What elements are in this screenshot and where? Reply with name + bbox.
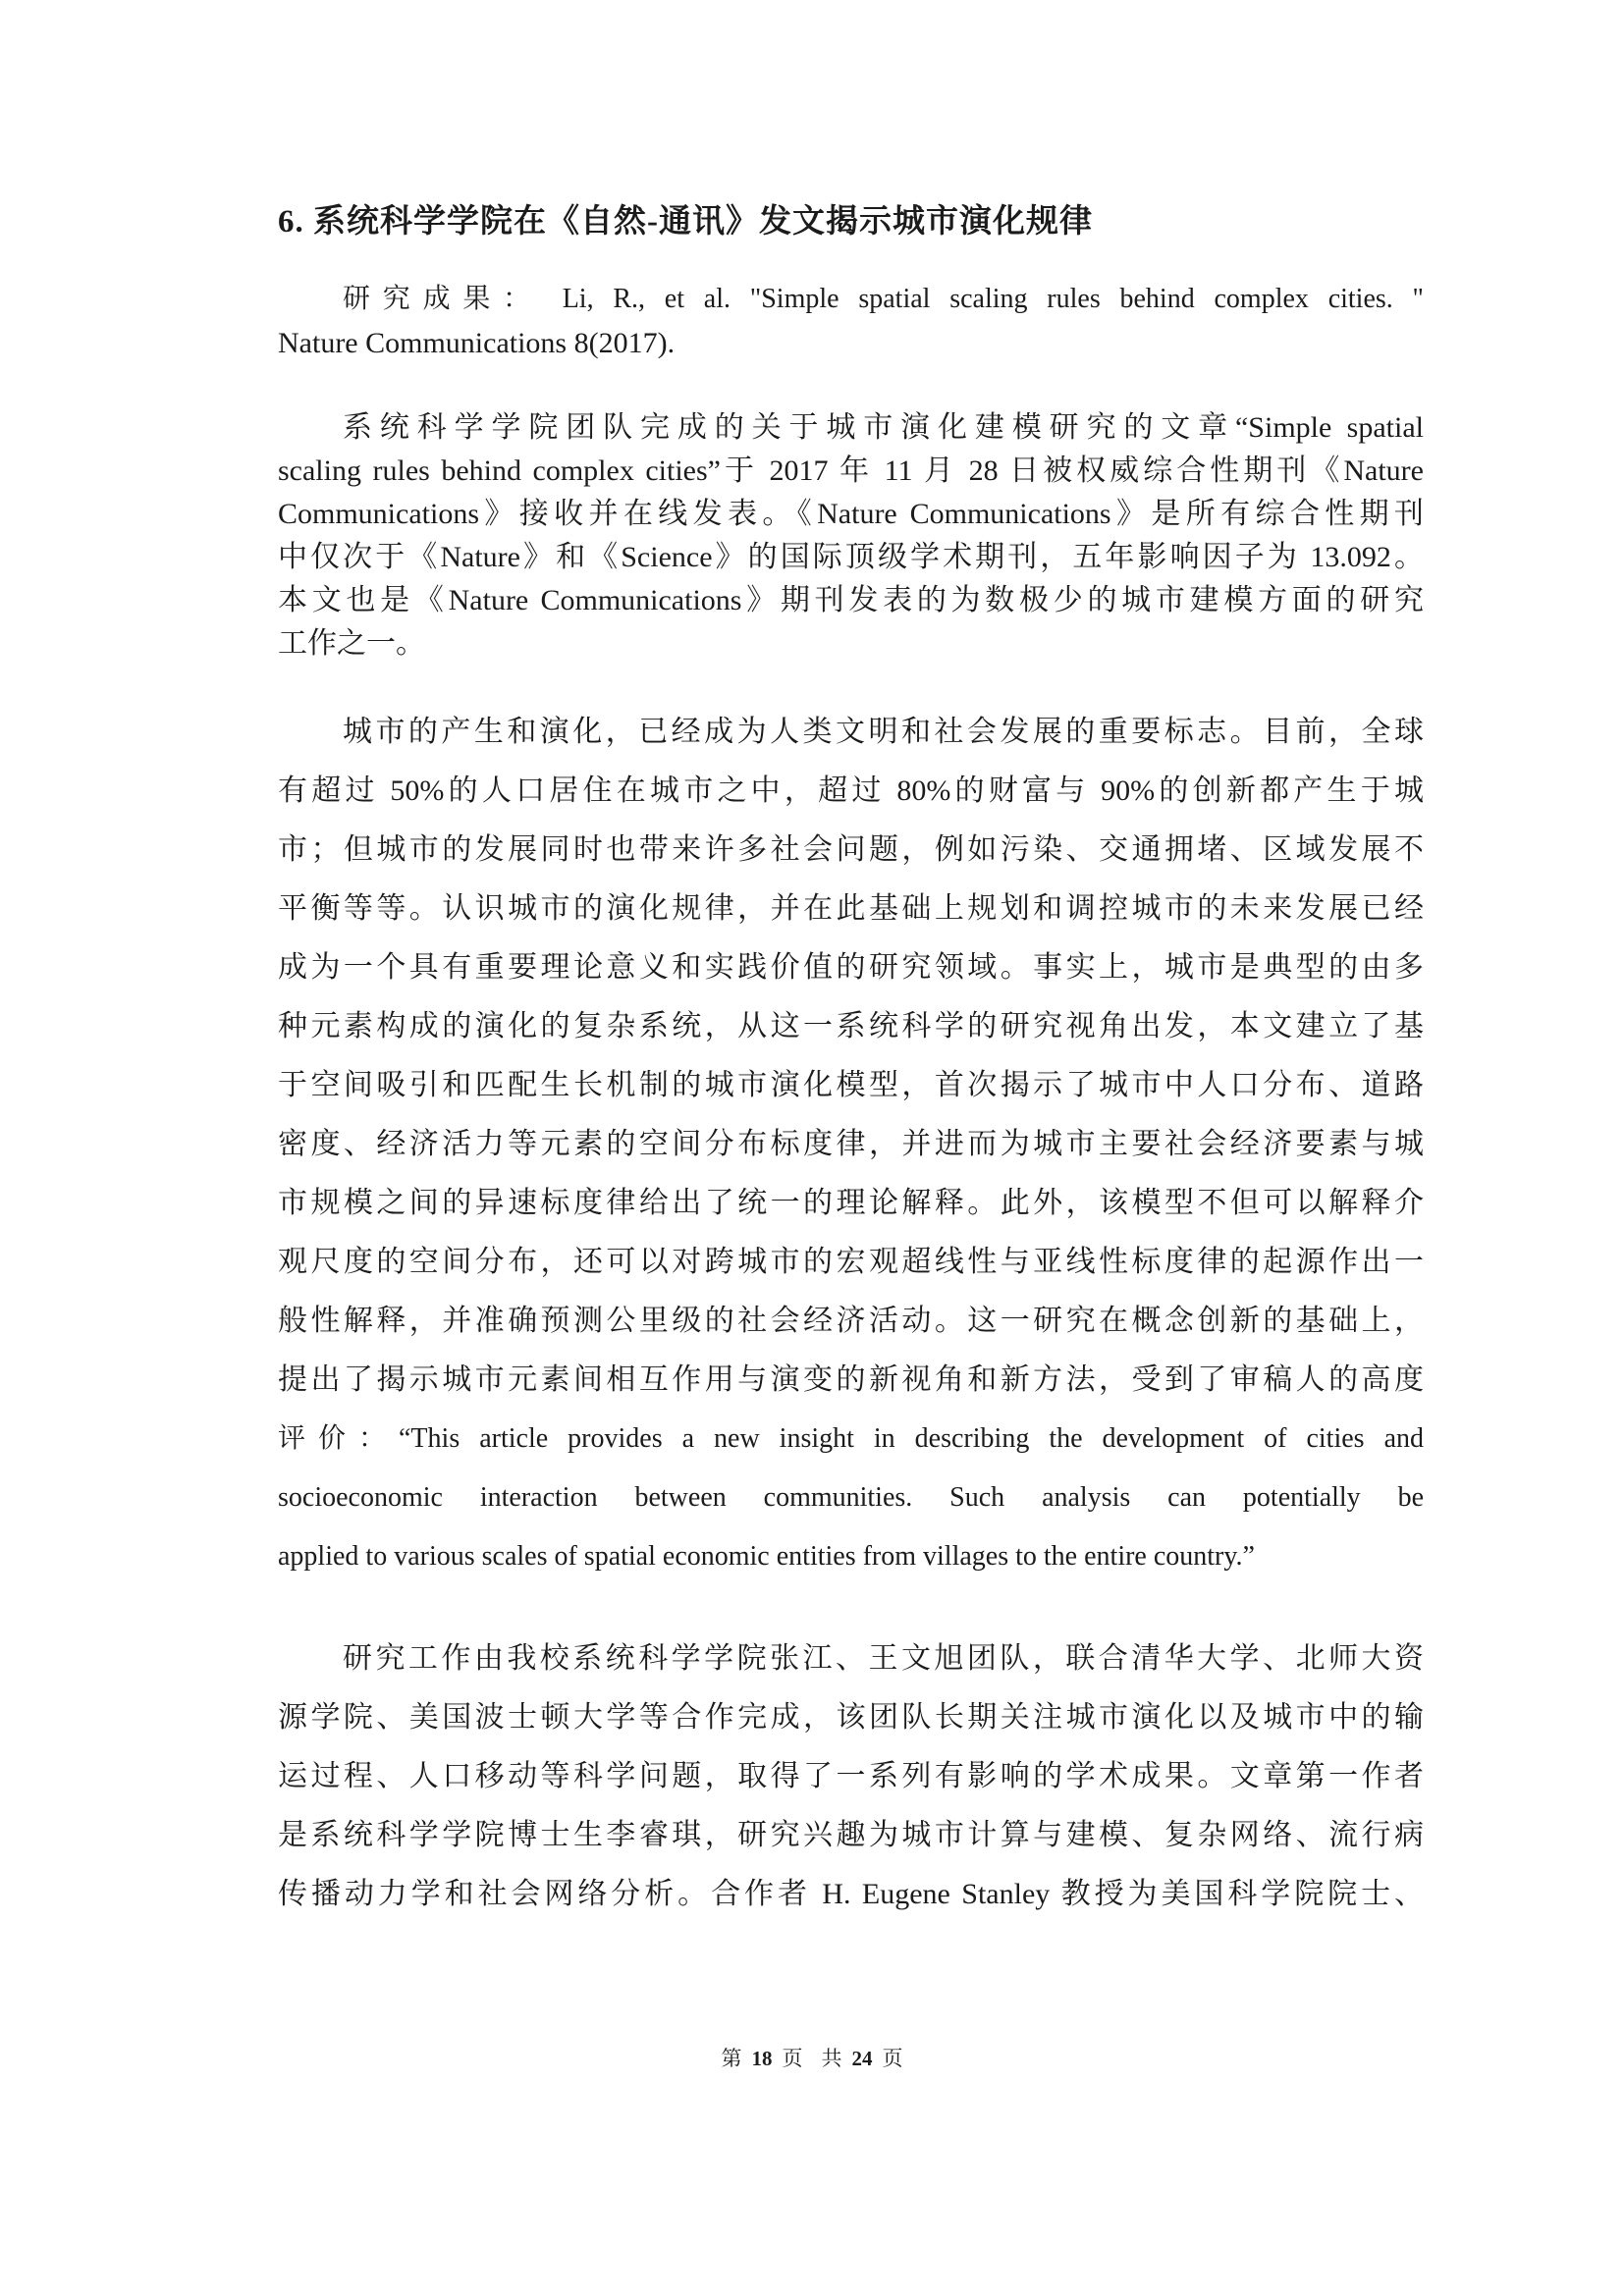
text-line: 有超过 50%的人口居住在城市之中，超过 80%的财富与 90%的创新都产生于城 (278, 774, 1424, 807)
text-line: 于空间吸引和匹配生长机制的城市演化模型，首次揭示了城市中人口分布、道路 (278, 1069, 1424, 1101)
text-line: 评价：“This article provides a new insight in describing the development of cities and (278, 1423, 1424, 1454)
text-line: 研究成果： Li, R., et al. "Simple spatial scaling rules behind complex cities. " (343, 284, 1424, 314)
footer-label-gong: 共 (821, 2047, 842, 2070)
footer-label-ye1: 页 (782, 2047, 803, 2070)
text-line: 市规模之间的异速标度律给出了统一的理论解释。此外，该模型不但可以解释介 (278, 1187, 1424, 1219)
text-line: Nature Communications 8(2017). (278, 327, 676, 359)
text-line: scaling rules behind complex cities”于 2017 年 11 月 28 日被权威综合性期刊《Nature (278, 454, 1424, 487)
text-line: 中仅次于《Nature》和《Science》的国际顶级学术期刊，五年影响因子为 13.092。 (278, 541, 1424, 573)
section-title: 6. 系统科学学院在《自然-通讯》发文揭示城市演化规律 (278, 204, 1093, 240)
text-line: 成为一个具有重要理论意义和实践价值的研究领域。事实上，城市是典型的由多 (278, 951, 1424, 984)
paragraph-research-summary (278, 703, 1424, 1586)
document-content (278, 0, 1424, 1924)
footer-label-ye2: 页 (882, 2047, 903, 2070)
text-line: 传播动力学和社会网络分析。合作者 H. Eugene Stanley 教授为美国科学院院士、 (278, 1878, 1424, 1910)
text-line: 提出了揭示城市元素间相互作用与演变的新视角和新方法，受到了审稿人的高度 (278, 1363, 1424, 1396)
text-line: 密度、经济活力等元素的空间分布标度律，并进而为城市主要社会经济要素与城 (278, 1128, 1424, 1160)
text-line: 般性解释，并准确预测公里级的社会经济活动。这一研究在概念创新的基础上， (278, 1305, 1424, 1337)
page-footer (0, 2044, 1624, 2073)
text-line: 工作之一。 (278, 627, 425, 660)
footer-page-number: 18 (751, 2047, 773, 2070)
text-line: 市；但城市的发展同时也带来许多社会问题，例如污染、交通拥堵、区域发展不 (278, 833, 1424, 866)
footer-total-pages: 24 (851, 2047, 873, 2070)
paragraph-publication-info (278, 406, 1424, 666)
text-line: 研究工作由我校系统科学学院张江、王文旭团队，联合清华大学、北师大资 (343, 1642, 1424, 1675)
paragraph-team-info (278, 1629, 1424, 1924)
text-line: 运过程、人口移动等科学问题，取得了一系列有影响的学术成果。文章第一作者 (278, 1760, 1424, 1792)
text-line: socioeconomic interaction between communities. Such analysis can potentially be (278, 1482, 1424, 1513)
text-line: 系统科学学院团队完成的关于城市演化建模研究的文章“Simple spatial (343, 411, 1424, 444)
text-line: 平衡等等。认识城市的演化规律，并在此基础上规划和调控城市的未来发展已经 (278, 892, 1424, 925)
text-line: 是系统科学学院博士生李睿琪，研究兴趣为城市计算与建模、复杂网络、流行病 (278, 1819, 1424, 1851)
text-line: Communications》接收并在线发表。《Nature Communications》是所有综合性期刊 (278, 498, 1424, 530)
text-line: 种元素构成的演化的复杂系统，从这一系统科学的研究视角出发，本文建立了基 (278, 1010, 1424, 1042)
footer-label-di: 第 (721, 2047, 742, 2070)
paragraph-citation (278, 277, 1424, 365)
text-line: 源学院、美国波士顿大学等合作完成，该团队长期关注城市演化以及城市中的输 (278, 1701, 1424, 1734)
text-line: 本文也是《Nature Communications》期刊发表的为数极少的城市建模方面的研究 (278, 584, 1424, 616)
text-line: applied to various scales of spatial economic entities from villages to the entire country.” (278, 1541, 1255, 1572)
text-line: 观尺度的空间分布，还可以对跨城市的宏观超线性与亚线性标度律的起源作出一 (278, 1246, 1424, 1278)
text-line: 城市的产生和演化，已经成为人类文明和社会发展的重要标志。目前，全球 (343, 716, 1424, 748)
